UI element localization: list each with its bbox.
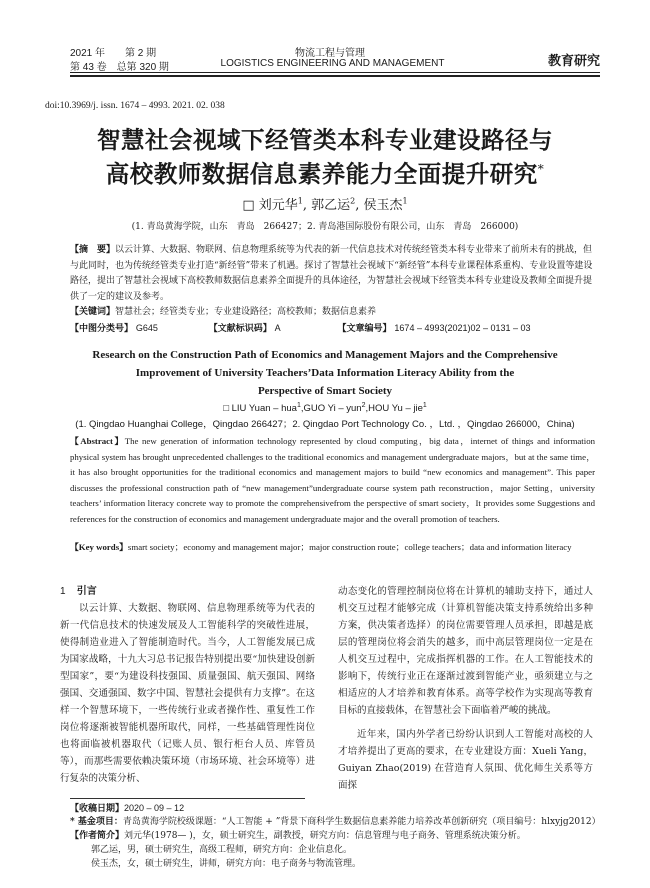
author-sup: 1 <box>297 196 303 206</box>
authors-cn: □ 刘元华$^1$, 郭乙运$^2$, 侯玉杰$^1$ <box>242 196 408 213</box>
body-right-column <box>338 583 593 794</box>
keywords-cn <box>70 305 595 321</box>
title-en-line3: Perspective of Smart Society <box>257 385 393 397</box>
abstract-cn-label: 【摘 要】 <box>70 245 116 255</box>
author-cn-1: 刘元华 <box>258 198 298 213</box>
section-number: 1 <box>60 586 66 597</box>
box-mark: □ <box>223 403 229 415</box>
keywords-cn-text: 智慧社会；经管类专业；专业建设路径；高校教师；数据信息素养 <box>115 307 377 317</box>
author-cn-3: 侯玉杰 <box>363 198 403 213</box>
article-no-label: 【文章编号】 <box>337 324 392 334</box>
box-mark: □ <box>242 198 255 213</box>
volume-info: 第 43 卷 总第 320 期 <box>70 62 169 73</box>
author-sup: 1 <box>402 196 408 206</box>
abstract-en-text: The new generation of information technology represented by cloud computing，big data，internet of things and information physical system has brought unprecedented challenges to the traditional economics and management undergraduate majors，but at the same time，it has also brought opportunities for the traditional economics and management majors to build “new economics and management”. This paper discusses the professional construction path of “new management”undergraduate course system path reconstruction，major Setting，university teachers’ information literacy concrete way to promote the comprehensivefrom the perspective of smart society，It provides some Suggestions and references for the construction of economics and management undergraduate major and the overall promotion of teachers. <box>70 436 595 524</box>
received-value: 2020 – 09 – 12 <box>124 803 185 813</box>
author-bio-1: 刘元华(1978— )，女，硕士研究生，副教授，研究方向：信息管理与电子商务、管理系统决策分析。 <box>124 831 526 841</box>
keywords-en <box>70 540 595 556</box>
title-en-line2: Improvement of University Teachers’Data Information Literacy Ability from the <box>135 367 515 379</box>
abstract-en-label: 【Abstract】 <box>70 436 125 446</box>
issue-info: 2021 年 第 2 期 <box>70 48 157 59</box>
author-sup: 2 <box>350 196 356 206</box>
received-label: 【收稿日期】 <box>70 804 125 814</box>
author-bio <box>70 829 600 843</box>
body-left-column <box>60 583 315 787</box>
footnote-rule <box>70 798 305 799</box>
classification-row <box>70 321 595 338</box>
header-rule <box>70 72 600 73</box>
body-paragraph: 动态变化的管理控制岗位将在计算机的辅助支持下，通过人机交互过程才能够完成（计算机智能决策支持系统给出多种方案，供决策者选择）的岗位需要管理人员承担，即越是底层的管理岗位将会消失的越多，而中高层管理岗位一定是在人机交互过程中，完成指挥机器的工作。在人工智能技术的影响下，传统行业正在逐渐过渡到智能产业，亟须建立与之相适应的人才培养和教育体系。高等学校作为实现高等教育目标的直接载体，在智慧社会下面临着严峻的挑战。 <box>338 586 593 716</box>
author-bio-3: 侯玉杰，女，硕士研究生，讲师，研究方向：电子商务与物流管理。 <box>91 859 362 869</box>
title-cn-line2: 高校教师数据信息素养能力全面提升研究* <box>105 160 545 188</box>
header-rule-thick <box>70 75 600 77</box>
author-bio-2: 郭乙运，男，硕士研究生，高级工程师，研究方向：企业信息化。 <box>91 845 353 855</box>
article-no-value: 1674 – 4993(2021)02 – 0131 – 03 <box>394 323 531 333</box>
clc-value: G645 <box>135 323 158 333</box>
doc-code-label: 【文献标识码】 <box>208 324 272 334</box>
author-en-1: LIU Yuan – hua <box>231 403 297 415</box>
abstract-cn-text: 以云计算、大数据、物联网、信息物理系统等为代表的新一代信息技术对传统经管类本科专业带来了前所未有的挑战，但与此同时，也为传统经管类专业打造“新经管”带来了机遇。探讨了智慧社会视域下“新经管”本科专业课程体系重构、专业设置等建设路径，提出了智慧社会视域下高校教师数据信息素养全面提升的具体途径，为智慧社会视域下经管类本科专业建设及教师全面提升提供了一定的建议及参考。 <box>70 245 593 302</box>
author-bio-label: 【作者简介】 <box>70 831 125 841</box>
journal-title-cn: 物流工程与管理 <box>295 48 365 59</box>
title-en-line1: Research on the Construction Path of Economics and Management Majors and the Comprehensive <box>92 349 558 361</box>
doi: doi:10.3969/j. issn. 1674 – 4993. 2021. 02. 038 <box>45 101 225 111</box>
keywords-cn-label: 【关键词】 <box>70 307 116 317</box>
clc-label: 【中图分类号】 <box>70 324 134 334</box>
section-heading <box>60 583 315 600</box>
authors-en: □ LIU Yuan – hua$^1$,GUO Yi – yun$^2$,HOU Yu – jie$^1$ <box>223 402 427 415</box>
title-cn-line1: 智慧社会视域下经管类本科专业建设路径与 <box>97 126 553 154</box>
keywords-en-text: smart society；economy and management major；major construction route；college teachers；data and information literacy <box>127 542 572 552</box>
keywords-en-label: 【Key words】 <box>70 542 128 552</box>
fund-label: * 基金项目： <box>70 817 123 827</box>
affiliation-en: (1. Qingdao Huanghai College，Qingdao 266427；2. Qingdao Port Technology Co. ，Ltd. ，Qingdao 266000，China) <box>75 419 575 430</box>
author-cn-2: 郭乙运 <box>311 198 351 213</box>
fund-info <box>70 815 601 829</box>
body-paragraph: 以云计算、大数据、物联网、信息物理系统等为代表的新一代信息技术的快速发展及人工智能科学的突破性进展，使得制造业进入了智能制造时代。当今，人工智能发展已成为国家战略，十九大习总书记报告特别提出要“加快建设创新型国家”，要“为建设科技强国、质量强国、航天强国、网络强国、交通强国、数字中国、智慧社会提供有力支撑”。在这样一个智慧环境下，一些传统行业或者操作性、重复性工作岗位将逐渐被智能机器所取代，同样，一些基础管理性岗位也将面临被机器取代（记账人员、银行柜台人员、库管员等），而那些需要依赖决策环境（市场环境、社会环境等）进行复杂的决策分析、 <box>60 603 315 784</box>
abstract-en <box>70 434 595 527</box>
received-date <box>70 801 184 816</box>
fund-value: 青岛黄海学院校级课题：“人工智能 + ”背景下商科学生数据信息素养能力培养改革创新研究（项目编号：hlxyjg2012） <box>122 817 601 827</box>
column-name: 教育研究 <box>547 53 600 68</box>
title-footnote-mark: * <box>537 162 545 177</box>
abstract-cn <box>70 243 595 305</box>
section-title: 引言 <box>76 586 97 597</box>
journal-title-en: LOGISTICS ENGINEERING AND MANAGEMENT <box>220 58 445 69</box>
body-paragraph: 近年来，国内外学者已纷纷认识到人工智能对高校的人才培养提出了更高的要求，在专业建设方面：Xueli Yang，Guiyan Zhao(2019) 在营造育人氛围、优化师生关系等方面探 <box>338 729 593 791</box>
author-sup: 2 <box>361 402 366 409</box>
author-sup: 1 <box>422 402 427 409</box>
author-sup: 1 <box>296 402 301 409</box>
author-en-3: HOU Yu – jie <box>368 403 423 415</box>
doc-code-value: A <box>274 323 281 333</box>
author-en-2: GUO Yi – yun <box>303 403 362 415</box>
affiliation-cn: (1. 青岛黄海学院，山东 青岛 266427；2. 青岛港国际股份有限公司，山东 青岛 266000) <box>131 222 519 232</box>
